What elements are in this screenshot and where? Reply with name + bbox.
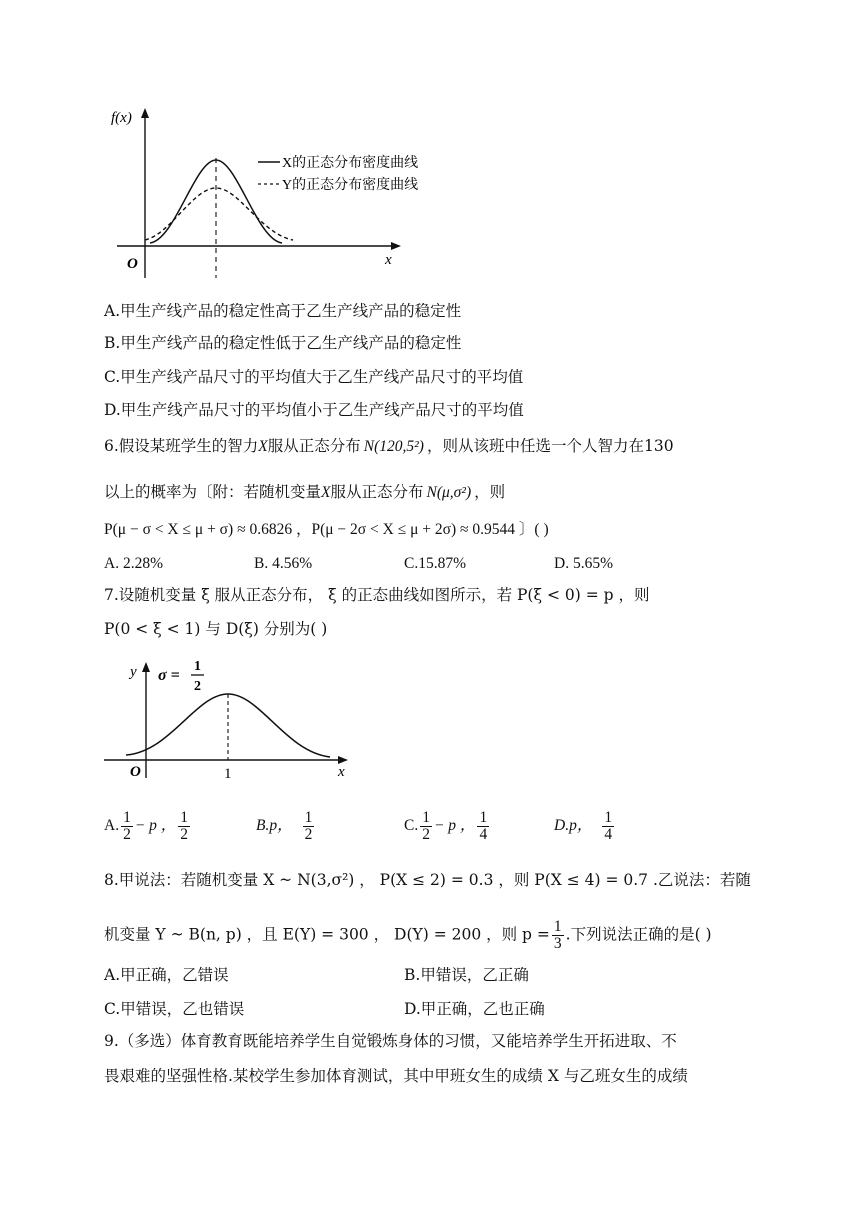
q6-option-a: A. 2.28%: [104, 555, 163, 572]
q6-option-c: C.15.87%: [404, 555, 466, 572]
q7-option-b: B.p， $\frac{1}{2}$: [256, 809, 313, 843]
q7-option-c: C. $\frac{1}{2}$ − p ， $\frac{1}{4}$: [404, 809, 488, 843]
y-axis-label: y: [130, 664, 137, 680]
y-density-curve: [145, 188, 293, 240]
q6-line1: 6.假设某班学生的智力X服从正态分布 N(120,5²) ，则从该班中任选一个人智力在130: [104, 437, 674, 455]
normal-curves-figure: [105, 100, 465, 280]
tick-label-1: 1: [224, 766, 232, 782]
q8-line1: 8.甲说法：若随机变量 X ~ N(3,σ²) ， P(X ≤ 2) = 0.3 ，则 P(X ≤ 4) = 0.7 .乙说法：若随: [104, 871, 751, 889]
y-axis-arrow: [142, 662, 150, 672]
q5-option-b: B.甲生产线产品的稳定性低于乙生产线产品的稳定性: [104, 334, 462, 352]
legend-x-label: X的正态分布密度曲线: [282, 156, 419, 171]
q6-option-b: B. 4.56%: [254, 555, 313, 572]
q7-line1: 7.设随机变量 ξ 服从正态分布， ξ 的正态曲线如图所示，若 P(ξ < 0) = p ，则: [104, 586, 650, 604]
q7-option-a: A. $\frac{1}{2}$ − p ， $\frac{1}{2}$: [104, 809, 189, 843]
q5-option-c: C.甲生产线产品尺寸的平均值大于乙生产线产品尺寸的平均值: [104, 368, 524, 386]
y-axis-label: f(x): [111, 110, 132, 126]
q8-option-c: C.甲错误，乙也错误: [104, 1000, 245, 1018]
legend-y-label: Y的正态分布密度曲线: [282, 178, 419, 193]
q8-option-d: D.甲正确，乙也正确: [404, 1000, 545, 1018]
q6-line2: 以上的概率为〔附：若随机变量X服从正态分布 N(μ,σ²) ，则: [104, 483, 506, 501]
y-axis-arrow: [141, 108, 149, 118]
x-axis-arrow: [338, 756, 348, 764]
x-axis-label: x: [338, 764, 345, 780]
q8-option-b: B.甲错误，乙正确: [404, 966, 529, 984]
q5-option-d: D.甲生产线产品尺寸的平均值小于乙生产线产品尺寸的平均值: [104, 401, 524, 419]
origin-label: O: [127, 256, 138, 272]
q7-line2: P(0 < ξ < 1) 与 D(ξ) 分别为( ): [104, 620, 328, 638]
q8-option-a: A.甲正确，乙错误: [104, 966, 229, 984]
sigma-denominator: 2: [194, 679, 201, 694]
x-axis-label: x: [385, 252, 392, 268]
origin-label: O: [130, 764, 141, 780]
q7-option-d: D.p， $\frac{1}{4}$: [554, 809, 613, 843]
x-axis-arrow: [391, 242, 401, 250]
q9-line1: 9.（多选）体育教育既能培养学生自觉锻炼身体的习惯，又能培养学生开拓进取、不: [104, 1032, 677, 1050]
sigma-label: σ =: [158, 667, 180, 684]
q8-line2: 机变量 Y ~ B(n, p) ，且 E(Y) = 300 ， D(Y) = 200 ，则 p = $\frac{1}{3}$ .下列说法正确的是( ): [104, 918, 712, 952]
sigma-normal-figure: [100, 652, 370, 782]
q6-line3: P(μ − σ < X ≤ μ + σ) ≈ 0.6826 ，P(μ − 2σ < X ≤ μ + 2σ) ≈ 0.9544 〕( ): [104, 521, 549, 538]
q6-option-d: D. 5.65%: [554, 555, 613, 572]
q5-option-a: A.甲生产线产品的稳定性高于乙生产线产品的稳定性: [104, 302, 462, 320]
sigma-numerator: 1: [194, 659, 201, 674]
q9-line2: 畏艰难的坚强性格.某校学生参加体育测试，其中甲班女生的成绩 X 与乙班女生的成绩: [104, 1067, 688, 1085]
